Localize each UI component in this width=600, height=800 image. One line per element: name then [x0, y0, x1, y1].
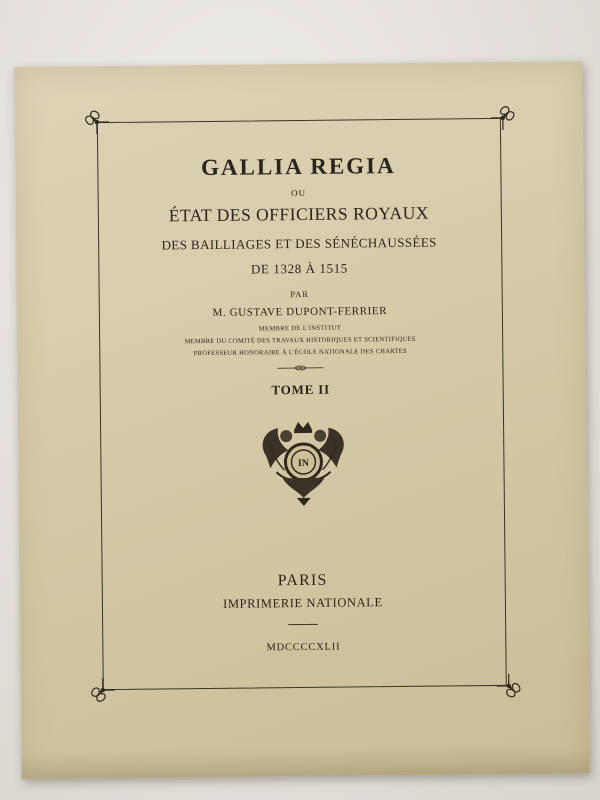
author-role: PROFESSEUR HONORAIRE À L'ÉCOLE NATIONALE DES CHARTES — [193, 347, 407, 358]
author-role: MEMBRE DE L'INSTITUT — [258, 324, 342, 333]
book-title: GALLIA REGIA — [200, 153, 396, 181]
subtitle-line-2: DES BAILLIAGES ET DES SÉNÉCHAUSSÉES — [161, 234, 437, 253]
divider-rule — [288, 624, 318, 625]
volume-label: TOME II — [271, 381, 330, 398]
title-conjunction: OU — [291, 187, 307, 199]
author-name: M. GUSTAVE DUPONT-FERRIER — [212, 305, 388, 319]
svg-text:IN: IN — [297, 457, 310, 470]
ornament-divider-icon — [277, 364, 323, 372]
publication-year: MDCCCCXLII — [266, 641, 341, 654]
publisher-name: IMPRIMERIE NATIONALE — [223, 595, 383, 611]
publication-place: PARIS — [277, 571, 328, 590]
by-label: PAR — [290, 288, 310, 300]
title-block — [97, 118, 505, 688]
subtitle-line-1: ÉTAT DES OFFICIERS ROYAUX — [168, 202, 430, 226]
book-cover-page — [14, 61, 589, 779]
imprimerie-nationale-seal-icon — [256, 415, 351, 508]
subtitle-line-3: DE 1328 À 1515 — [250, 260, 348, 277]
author-role: MEMBRE DU COMITÉ DES TRAVAUX HISTORIQUES ET SCIENTIFIQUES — [184, 335, 416, 346]
